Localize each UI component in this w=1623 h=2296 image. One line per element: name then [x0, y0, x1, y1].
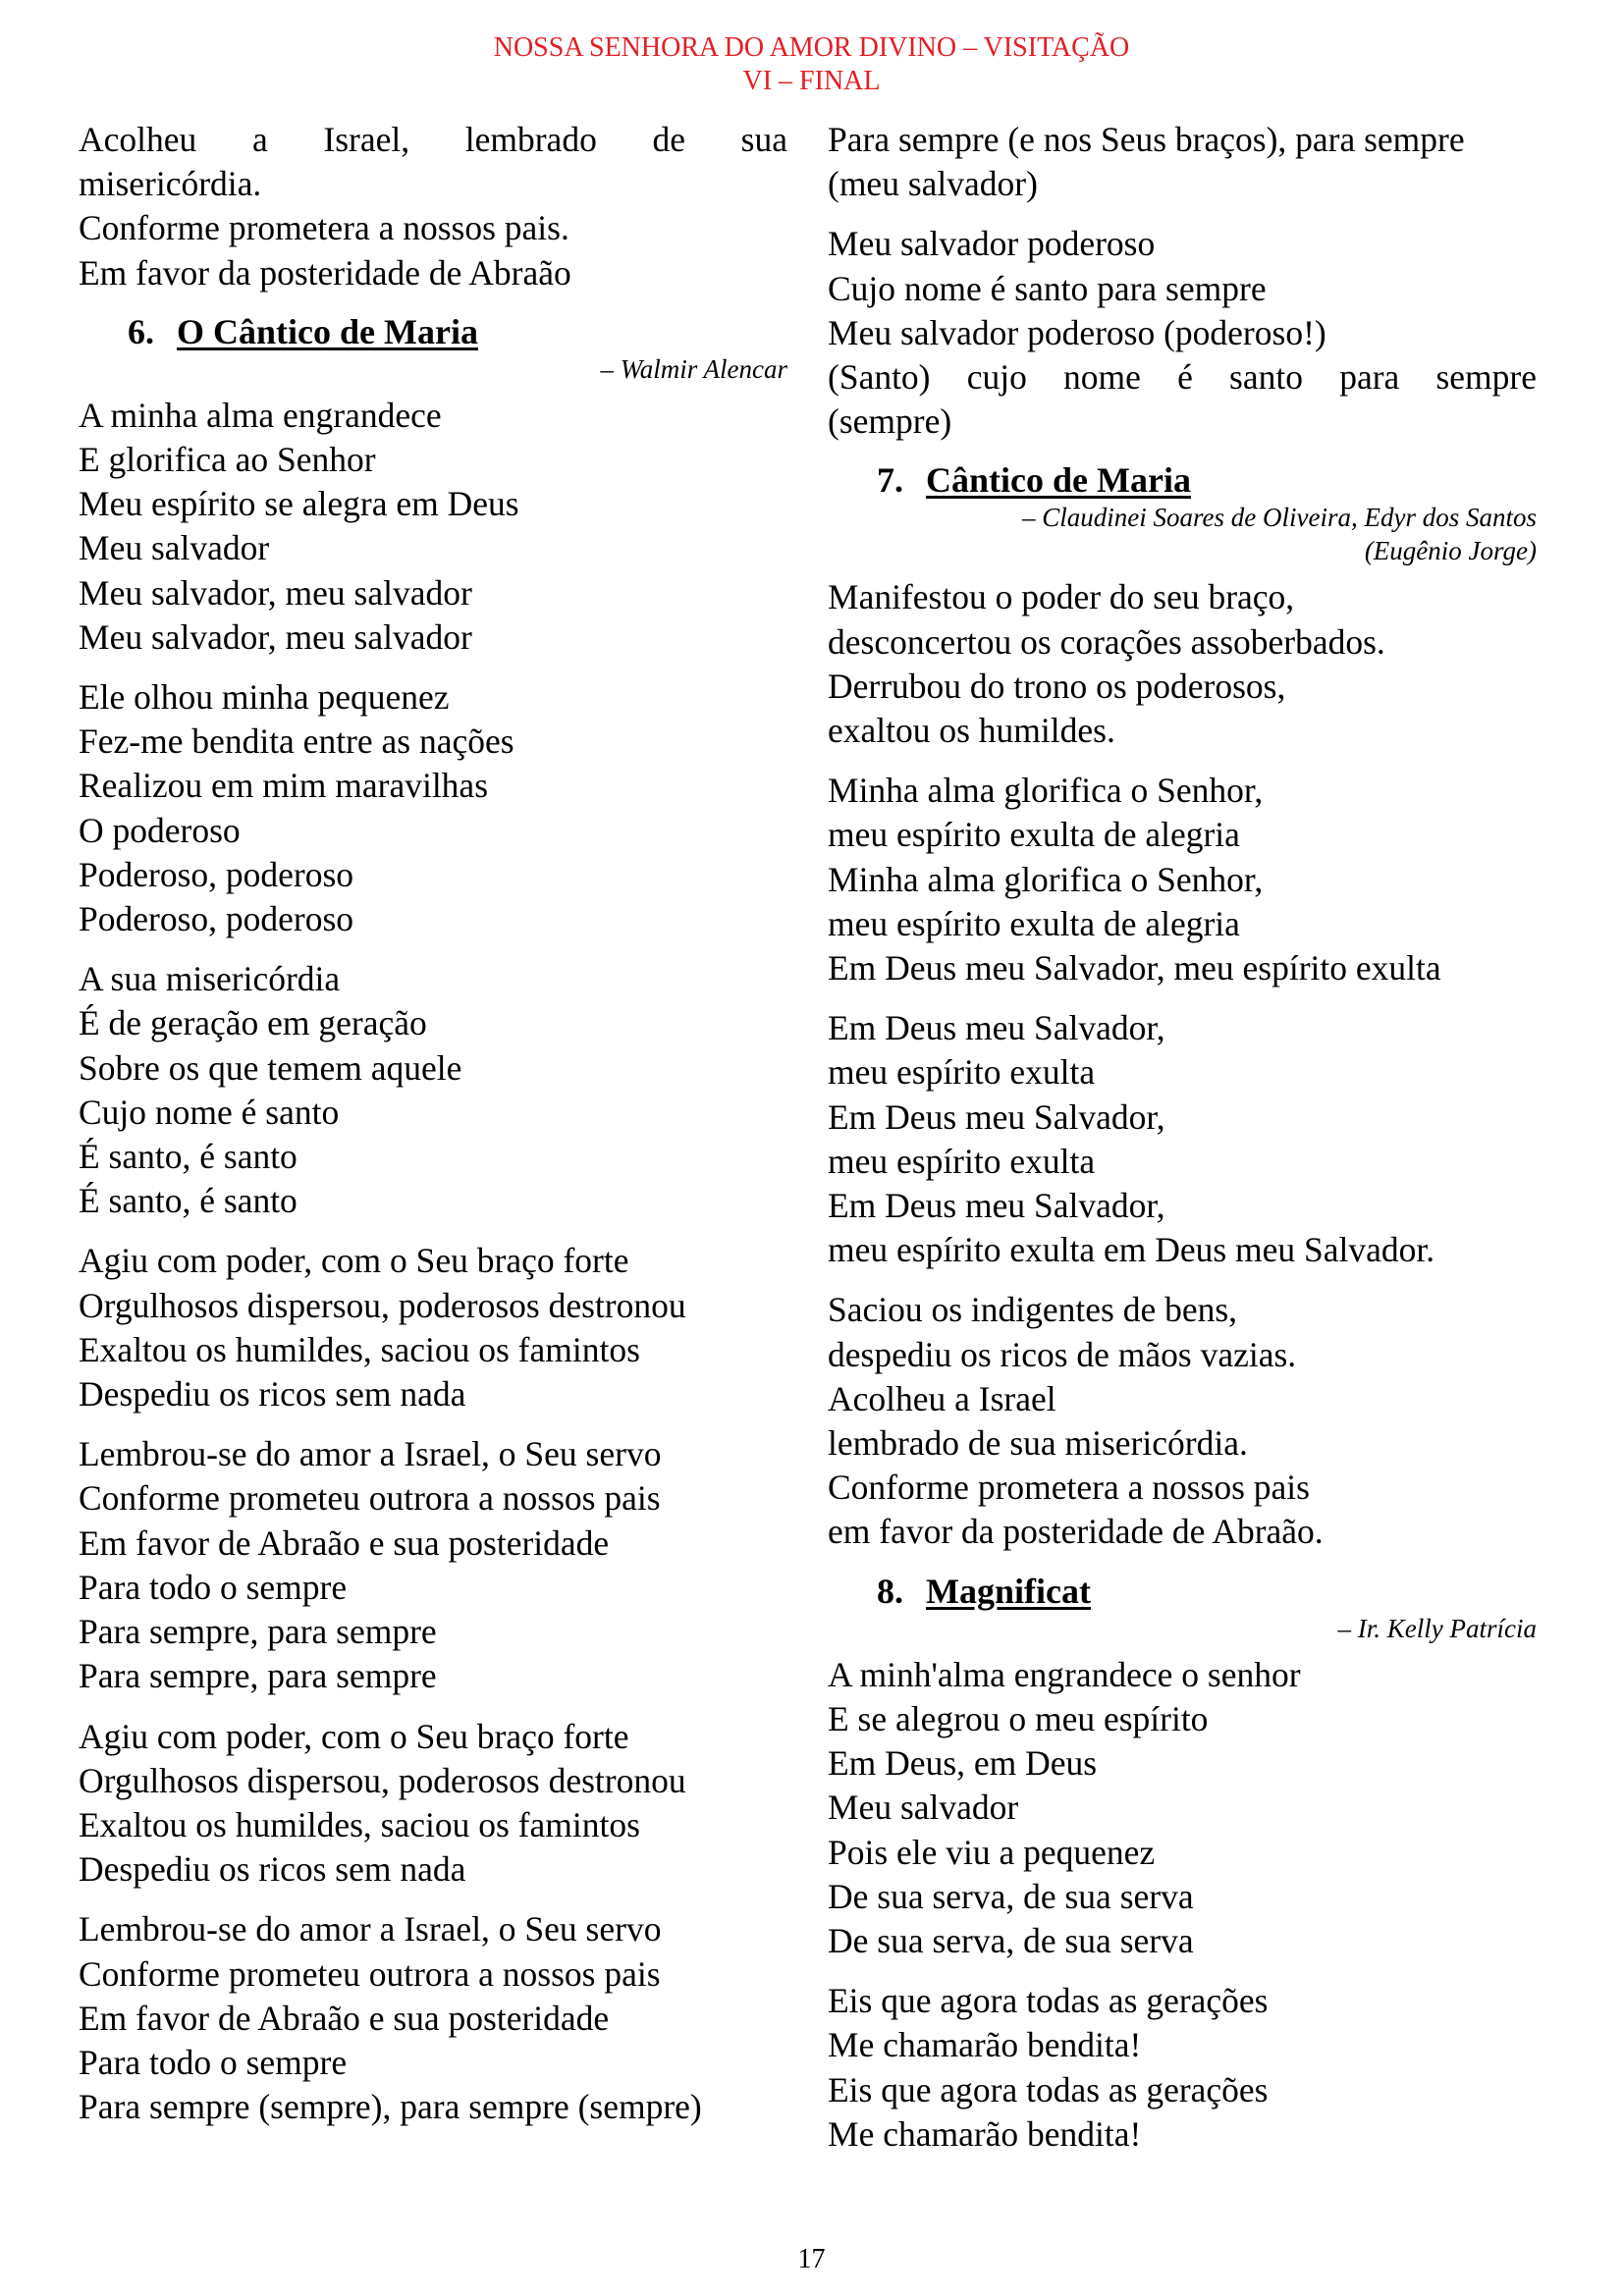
song-7-heading — [828, 459, 1537, 501]
stanza — [79, 394, 787, 660]
song-6-heading — [79, 311, 787, 352]
lyric-line: meu espírito exulta — [828, 1141, 1096, 1181]
lyric-line: Me chamarão bendita! — [828, 2025, 1142, 2065]
lyric-line: Derrubou do trono os poderosos, — [828, 666, 1286, 706]
stanza — [828, 1288, 1537, 1554]
lyric-line: Meu salvador poderoso — [828, 224, 1156, 264]
lyric-line: Conforme prometera a nossos pais — [828, 1468, 1310, 1508]
lyric-line: Eis que agora todas as gerações — [828, 2069, 1269, 2109]
stanza — [79, 957, 787, 1223]
lyric-line: meu espírito exulta de alegria — [828, 903, 1240, 943]
song-author: – Walmir Alencar — [600, 353, 787, 384]
right-column — [828, 118, 1537, 2172]
lyric-line: Me chamarão bendita! — [828, 2113, 1142, 2154]
lyric-line: É de geração em geração — [79, 1003, 427, 1043]
lyric-line: Meu salvador poderoso (poderoso!) — [828, 312, 1326, 352]
stanza — [79, 1432, 787, 1698]
lyric-line: meu espírito exulta — [828, 1052, 1096, 1093]
lyric-line: Meu salvador — [79, 528, 270, 568]
song-number: 8. — [877, 1571, 903, 1611]
song-7-lyrics — [828, 575, 1537, 1554]
lyric-line: Para sempre (sempre), para sempre (sempre) — [79, 2087, 702, 2127]
page-number: 17 — [797, 2244, 826, 2274]
stanza — [828, 769, 1537, 990]
lyric-line: meu espírito exulta de alegria — [828, 815, 1240, 855]
lyric-line: Despediu os ricos sem nada — [79, 1374, 466, 1415]
lyric-line: Pois ele viu a pequenez — [828, 1832, 1156, 1872]
song-8-lyrics — [828, 1653, 1537, 2157]
song-8-heading — [828, 1571, 1537, 1612]
lyric-line: Em favor de Abraão e sua posteridade — [79, 1998, 610, 2038]
lyric-line: Em favor da posteridade de Abraão — [79, 252, 571, 293]
header-subtitle: VI – FINAL — [742, 66, 881, 96]
lyric-line: Exaltou os humildes, saciou os famintos — [79, 1804, 640, 1844]
song-author: – Ir. Kelly Patrícia — [1337, 1613, 1537, 1643]
song-title: Magnificat — [926, 1571, 1091, 1611]
lyric-line: Despediu os ricos sem nada — [79, 1849, 466, 1890]
stanza — [828, 1979, 1537, 2157]
lyric-line: A minh'alma engrandece o senhor — [828, 1654, 1301, 1694]
song-title: O Cântico de Maria — [177, 311, 478, 351]
song-number: 6. — [128, 311, 154, 351]
lyric-line: Orgulhosos dispersou, poderosos destronou — [79, 1285, 686, 1325]
lyric-line: exaltou os humildes. — [828, 711, 1115, 751]
stanza — [828, 118, 1537, 206]
lyric-line: Acolheu a Israel — [828, 1378, 1056, 1418]
lyric-line: Lembrou-se do amor a Israel, o Seu servo — [79, 1434, 662, 1474]
lyric-line: (sempre) — [828, 401, 952, 442]
lyric-line: Ele olhou minha pequenez — [79, 677, 450, 718]
lyric-line: Exaltou os humildes, saciou os famintos — [79, 1329, 640, 1369]
lyric-line: Cujo nome é santo — [79, 1092, 340, 1132]
lyric-line: É santo, é santo — [79, 1137, 298, 1177]
lyric-line: Conforme prometeu outrora a nossos pais — [79, 1478, 661, 1519]
song-title: Cântico de Maria — [926, 460, 1191, 501]
lyric-line: Poderoso, poderoso — [79, 854, 354, 894]
lyric-line: A minha alma engrandece — [79, 395, 442, 435]
song-6-lyrics — [79, 394, 787, 2130]
lyric-line: De sua serva, de sua serva — [828, 1920, 1194, 1960]
lyric-line: Meu salvador — [828, 1788, 1019, 1828]
lyric-line: Poderoso, poderoso — [79, 899, 354, 939]
lyric-line: É santo, é santo — [79, 1181, 298, 1221]
lyric-line: Agiu com poder, com o Seu braço forte — [79, 1716, 629, 1756]
lyric-line: Eis que agora todas as gerações — [828, 1981, 1269, 2021]
lyric-line: Conforme prometera a nossos pais. — [79, 208, 569, 248]
lyric-line: Minha alma glorifica o Senhor, — [828, 859, 1264, 899]
lyric-line: Em Deus meu Salvador, — [828, 1186, 1165, 1226]
lyric-line: A sua misericórdia — [79, 959, 341, 999]
intro-stanza — [79, 118, 787, 295]
lyric-line: Orgulhosos dispersou, poderosos destronou — [79, 1760, 686, 1800]
lyric-line: Cujo nome é santo para sempre — [828, 268, 1267, 308]
lyric-line: meu espírito exulta em Deus meu Salvador. — [828, 1230, 1435, 1270]
lyric-line: Conforme prometeu outrora a nossos pais — [79, 1953, 661, 1994]
lyric-line: Meu salvador, meu salvador — [79, 616, 472, 657]
lyric-line: Lembrou-se do amor a Israel, o Seu servo — [79, 1909, 662, 1949]
lyric-line: Saciou os indigentes de bens, — [828, 1290, 1238, 1330]
lyric-line: misericórdia. — [79, 164, 262, 204]
page-header — [0, 31, 1623, 98]
lyric-line: Minha alma glorifica o Senhor, — [828, 771, 1264, 811]
lyric-line: Para sempre, para sempre — [79, 1612, 437, 1652]
lyric-line: Em Deus meu Salvador, meu espírito exulta — [828, 948, 1441, 988]
lyric-line: lembrado de sua misericórdia. — [828, 1423, 1248, 1464]
lyric-line: (meu salvador) — [828, 164, 1038, 204]
lyric-line: Para todo o sempre — [79, 1567, 348, 1607]
song-author — [828, 501, 1537, 567]
song-number: 7. — [877, 460, 903, 501]
lyric-line: Fez-me bendita entre as nações — [79, 721, 514, 762]
lyric-line: Em Deus, em Deus — [828, 1743, 1098, 1784]
stanza — [828, 1653, 1537, 1963]
lyric-line: Para sempre, para sempre — [79, 1656, 437, 1696]
author-line: (Eugênio Jorge) — [1364, 536, 1537, 566]
lyric-line: E se alegrou o meu espírito — [828, 1698, 1209, 1738]
lyric-line: desconcertou os corações assoberbados. — [828, 621, 1385, 662]
lyric-line: Em favor de Abraão e sua posteridade — [79, 1522, 610, 1563]
lyric-line: Sobre os que temem aquele — [79, 1047, 462, 1088]
author-line: – Claudinei Soares de Oliveira, Edyr dos Santos — [1022, 503, 1537, 533]
lyric-line: despediu os ricos de mãos vazias. — [828, 1334, 1297, 1374]
lyric-line: em favor da posteridade de Abraão. — [828, 1512, 1324, 1552]
lyric-line: Realizou em mim maravilhas — [79, 766, 489, 806]
lyric-line: (Santo) cujo nome é santo para sempre — [828, 357, 1537, 398]
lyric-line: Em Deus meu Salvador, — [828, 1008, 1165, 1048]
stanza — [79, 1907, 787, 2129]
stanza — [79, 675, 787, 941]
stanza — [79, 1239, 787, 1416]
lyric-line: De sua serva, de sua serva — [828, 1876, 1194, 1916]
stanza — [828, 1006, 1537, 1272]
lyric-line: Acolheu a Israel, lembrado de sua — [79, 120, 787, 159]
lyric-line: Agiu com poder, com o Seu braço forte — [79, 1241, 629, 1281]
stanza — [79, 1715, 787, 1893]
lyric-line: Para sempre (e nos Seus braços), para sempre — [828, 120, 1465, 159]
lyric-line: Em Deus meu Salvador, — [828, 1096, 1165, 1137]
header-title: NOSSA SENHORA DO AMOR DIVINO – VISITAÇÃO — [493, 32, 1130, 63]
lyric-line: Meu salvador, meu salvador — [79, 572, 472, 613]
left-column — [79, 118, 787, 2145]
lyric-line: Para todo o sempre — [79, 2042, 348, 2082]
lyric-line: O poderoso — [79, 810, 241, 850]
stanza — [828, 575, 1537, 753]
lyric-line: Meu espírito se alegra em Deus — [79, 484, 519, 524]
stanza — [828, 222, 1537, 444]
continued-lyrics — [828, 118, 1537, 444]
lyric-line: Manifestou o poder do seu braço, — [828, 577, 1295, 617]
lyric-line: E glorifica ao Senhor — [79, 440, 376, 480]
